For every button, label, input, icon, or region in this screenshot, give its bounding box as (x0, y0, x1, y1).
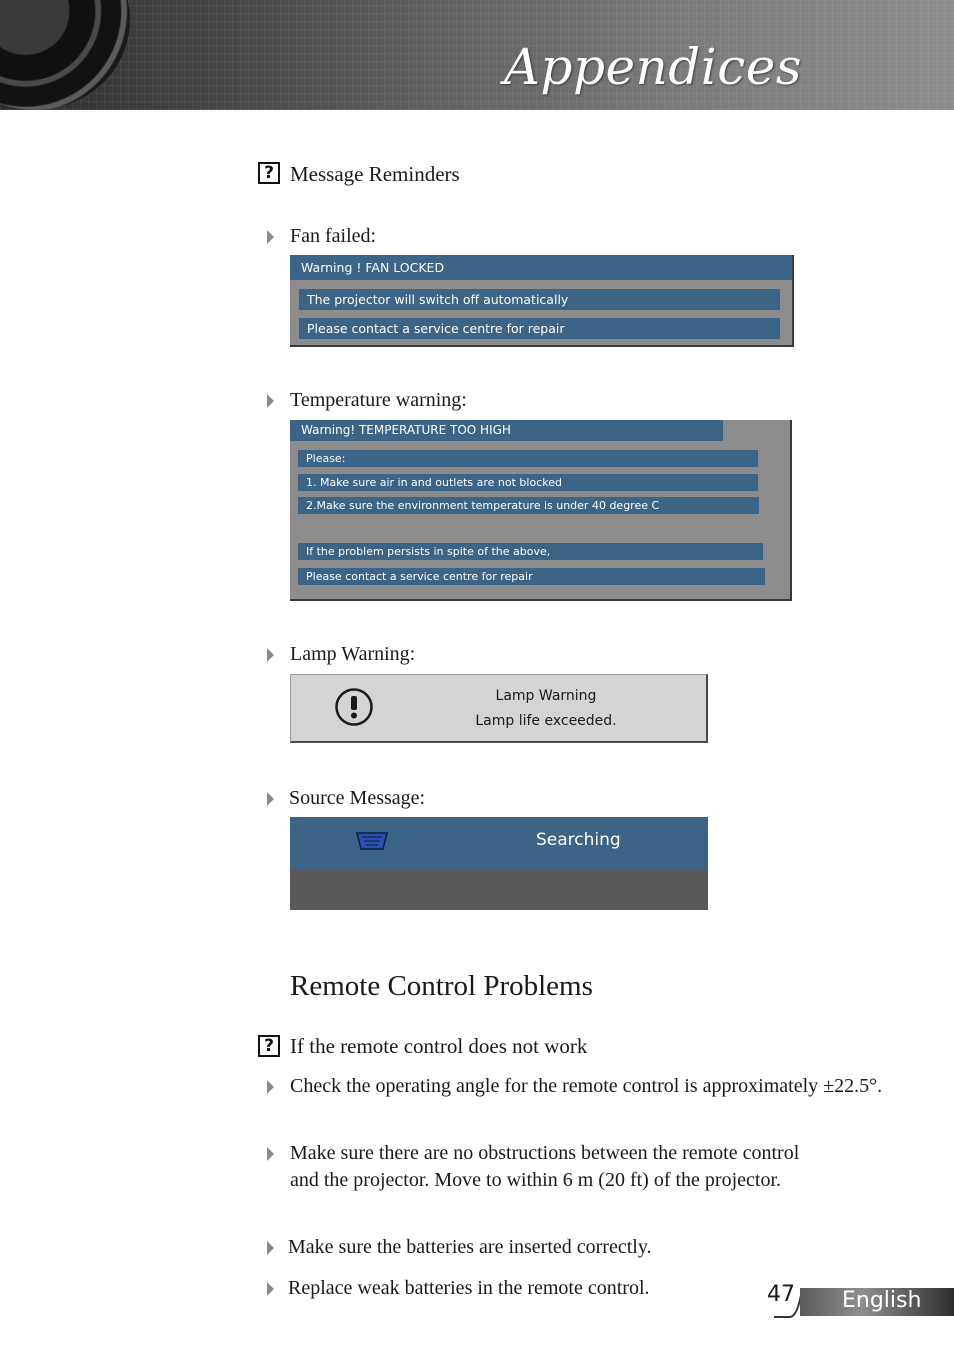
lamp-warning-panel (290, 674, 708, 743)
fan-warning-line: The projector will switch off automatically (299, 289, 780, 310)
source-message-bar (290, 817, 708, 870)
source-message-panel (290, 817, 708, 910)
lamp-warning-message: Lamp life exceeded. (475, 713, 617, 729)
page-number: 47 (767, 1282, 795, 1307)
bullet-arrow-icon (267, 230, 274, 244)
bullet-arrow-icon (267, 792, 274, 806)
remote-control-heading: If the remote control does not work (290, 1034, 588, 1058)
lamp-warning-label: Lamp Warning: (290, 643, 416, 665)
fan-warning-title: Warning ! FAN LOCKED (290, 255, 792, 280)
remote-tip-item: Make sure there are no obstructions between the remote control and the projector. Move to within 6 m (20 ft) of the projector. (290, 1142, 800, 1191)
temperature-warning-panel (290, 420, 792, 601)
temperature-warning-line: If the problem persists in spite of the above, (298, 543, 763, 560)
source-message-text: Searching (536, 830, 621, 850)
source-message-label: Source Message: (289, 787, 426, 809)
vga-connector-icon (356, 831, 388, 851)
fan-warning-line: Please contact a service centre for repair (299, 318, 780, 339)
question-box-icon: ? (258, 162, 280, 184)
temperature-warning-line: Please contact a service centre for repair (298, 568, 765, 585)
bullet-arrow-icon (267, 648, 274, 662)
remote-control-section-title: Remote Control Problems (290, 970, 593, 1002)
bullet-arrow-icon (267, 1080, 274, 1094)
page-title: Appendices (503, 38, 802, 96)
remote-tip-item: Replace weak batteries in the remote control. (288, 1277, 650, 1299)
lamp-warning-title: Lamp Warning (495, 688, 597, 704)
language-label: English (842, 1288, 922, 1313)
exclamation-circle-icon (334, 687, 374, 727)
bullet-arrow-icon (267, 1147, 274, 1161)
header-banner (0, 0, 954, 110)
bullet-arrow-icon (267, 1282, 274, 1296)
projector-lens-icon (0, 0, 130, 110)
message-reminders-heading: Message Reminders (290, 162, 460, 186)
temperature-warning-line: Please: (298, 450, 758, 467)
remote-tip-item: Check the operating angle for the remote control is approximately ±22.5°. (290, 1075, 883, 1097)
temperature-warning-label: Temperature warning: (290, 389, 467, 411)
fan-warning-panel (290, 255, 794, 347)
temperature-warning-line: 2.Make sure the environment temperature is under 40 degree C (298, 497, 759, 514)
bullet-arrow-icon (267, 1241, 274, 1255)
question-box-icon: ? (258, 1035, 280, 1057)
temperature-warning-line: 1. Make sure air in and outlets are not blocked (298, 474, 758, 491)
bullet-arrow-icon (267, 394, 274, 408)
temperature-warning-title: Warning! TEMPERATURE TOO HIGH (290, 420, 723, 441)
fan-failed-label: Fan failed: (290, 225, 377, 247)
remote-tip-item: Make sure the batteries are inserted correctly. (288, 1236, 652, 1258)
